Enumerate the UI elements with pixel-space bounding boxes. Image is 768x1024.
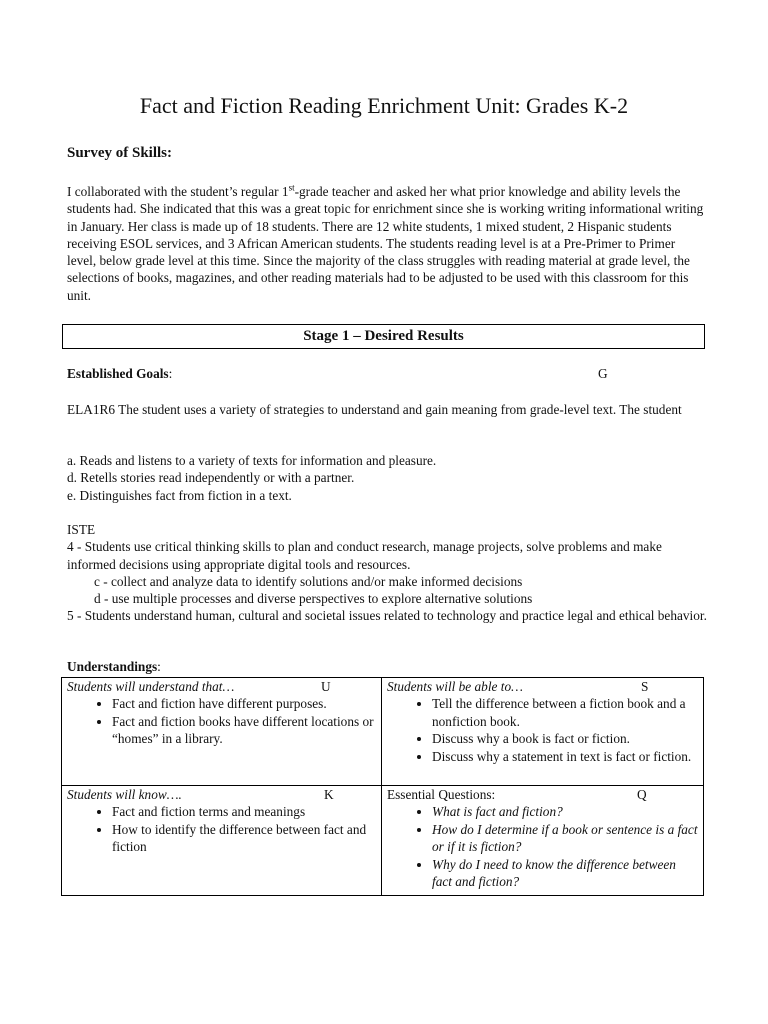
- understandings-label-colon: :: [157, 659, 161, 674]
- understandings-table: [61, 677, 704, 896]
- ela-items: [67, 452, 707, 504]
- understandings-label-text: Understandings: [67, 659, 158, 674]
- ela-item: e. Distinguishes fact from fiction in a text.: [67, 487, 292, 503]
- list-item: • What is fact and fiction?: [432, 803, 699, 821]
- understand-code: U: [321, 679, 331, 694]
- survey-paragraph: [67, 183, 707, 304]
- stage-1-heading: Stage 1 – Desired Results: [62, 324, 705, 349]
- know-label: Students will know….: [67, 787, 182, 802]
- list-item: • Tell the difference between a fiction book and a nonfiction book.: [432, 695, 699, 730]
- established-goals-label: [67, 366, 172, 382]
- iste-standard-4: 4 - Students use critical thinking skills to plan and conduct research, manage projects, solve problems and make informed decisions using appropriate digital tools and resources.: [67, 539, 662, 572]
- essential-questions-cell: [382, 786, 704, 896]
- able-to-cell: [382, 678, 704, 786]
- understand-cell: [62, 678, 382, 786]
- list-item: • Fact and fiction have different purposes.: [112, 695, 377, 713]
- list-item: • How do I determine if a book or sentence is a fact or if it is fiction?: [432, 821, 699, 856]
- able-to-label: Students will be able to…: [387, 679, 523, 694]
- ela-item: d. Retells stories read independently or with a partner.: [67, 470, 355, 486]
- ela-description: ELA1R6 The student uses a variety of strategies to understand and gain meaning from grade-level text. The student: [67, 402, 682, 417]
- essential-questions-code: Q: [637, 787, 647, 802]
- know-code: K: [324, 787, 334, 802]
- ela-standard: [67, 401, 707, 418]
- iste-standard-5: 5 - Students understand human, cultural and societal issues related to technology and practice legal and ethical behavior.: [67, 608, 707, 624]
- survey-text-rest: -grade teacher and asked her what prior knowledge and ability levels the students had. She indicated that this was a great topic for enrichment since she is working writing informational writing in January. Her class is made up of 18 students. There are 12 white students, 1 mixed student, 2 Hispanic students receiving ESOL services, and 3 African American students. The students reading level is at a Pre-Primer to Primer level, below grade level at this time. Since the majority of the class struggles with reading material at grade level, the selections of books, magazines, and other reading materials had to be adjusted to be used with this classroom for this unit.: [67, 184, 704, 303]
- ordinal-superscript: st: [288, 182, 295, 193]
- understand-label: Students will understand that…: [67, 679, 235, 694]
- goals-code: G: [598, 366, 608, 381]
- goals-label-text: Established Goals: [67, 366, 169, 381]
- list-item: • Fact and fiction books have different locations or “homes” in a library.: [112, 713, 377, 748]
- iste-section: [67, 521, 707, 625]
- survey-text-start: I collaborated with the student’s regular 1: [67, 184, 289, 199]
- document-title: Fact and Fiction Reading Enrichment Unit: Grades K-2: [139, 93, 629, 118]
- iste-standard-4d: d - use multiple processes and diverse perspectives to explore alternative solutions: [94, 591, 533, 607]
- iste-standard-4c: c - collect and analyze data to identify solutions and/or make informed decisions: [94, 573, 523, 589]
- list-item: • Why do I need to know the difference between fact and fiction?: [432, 856, 699, 891]
- list-item: • Fact and fiction terms and meanings: [112, 803, 377, 821]
- table-row: [62, 786, 704, 896]
- goals-label-colon: :: [168, 366, 173, 381]
- survey-heading: Survey of Skills:: [67, 145, 173, 161]
- know-cell: [62, 786, 382, 896]
- ela-item: a. Reads and listens to a variety of texts for information and pleasure.: [67, 453, 437, 468]
- list-item: • Discuss why a book is fact or fiction.: [432, 730, 699, 748]
- list-item: • How to identify the difference between fact and fiction: [112, 821, 377, 856]
- essential-questions-label: Essential Questions:: [387, 787, 496, 802]
- iste-label: ISTE: [67, 522, 96, 537]
- able-to-code: S: [641, 679, 649, 694]
- understandings-label: [67, 659, 161, 675]
- list-item: • Discuss why a statement in text is fact or fiction.: [432, 748, 699, 766]
- table-row: [62, 678, 704, 786]
